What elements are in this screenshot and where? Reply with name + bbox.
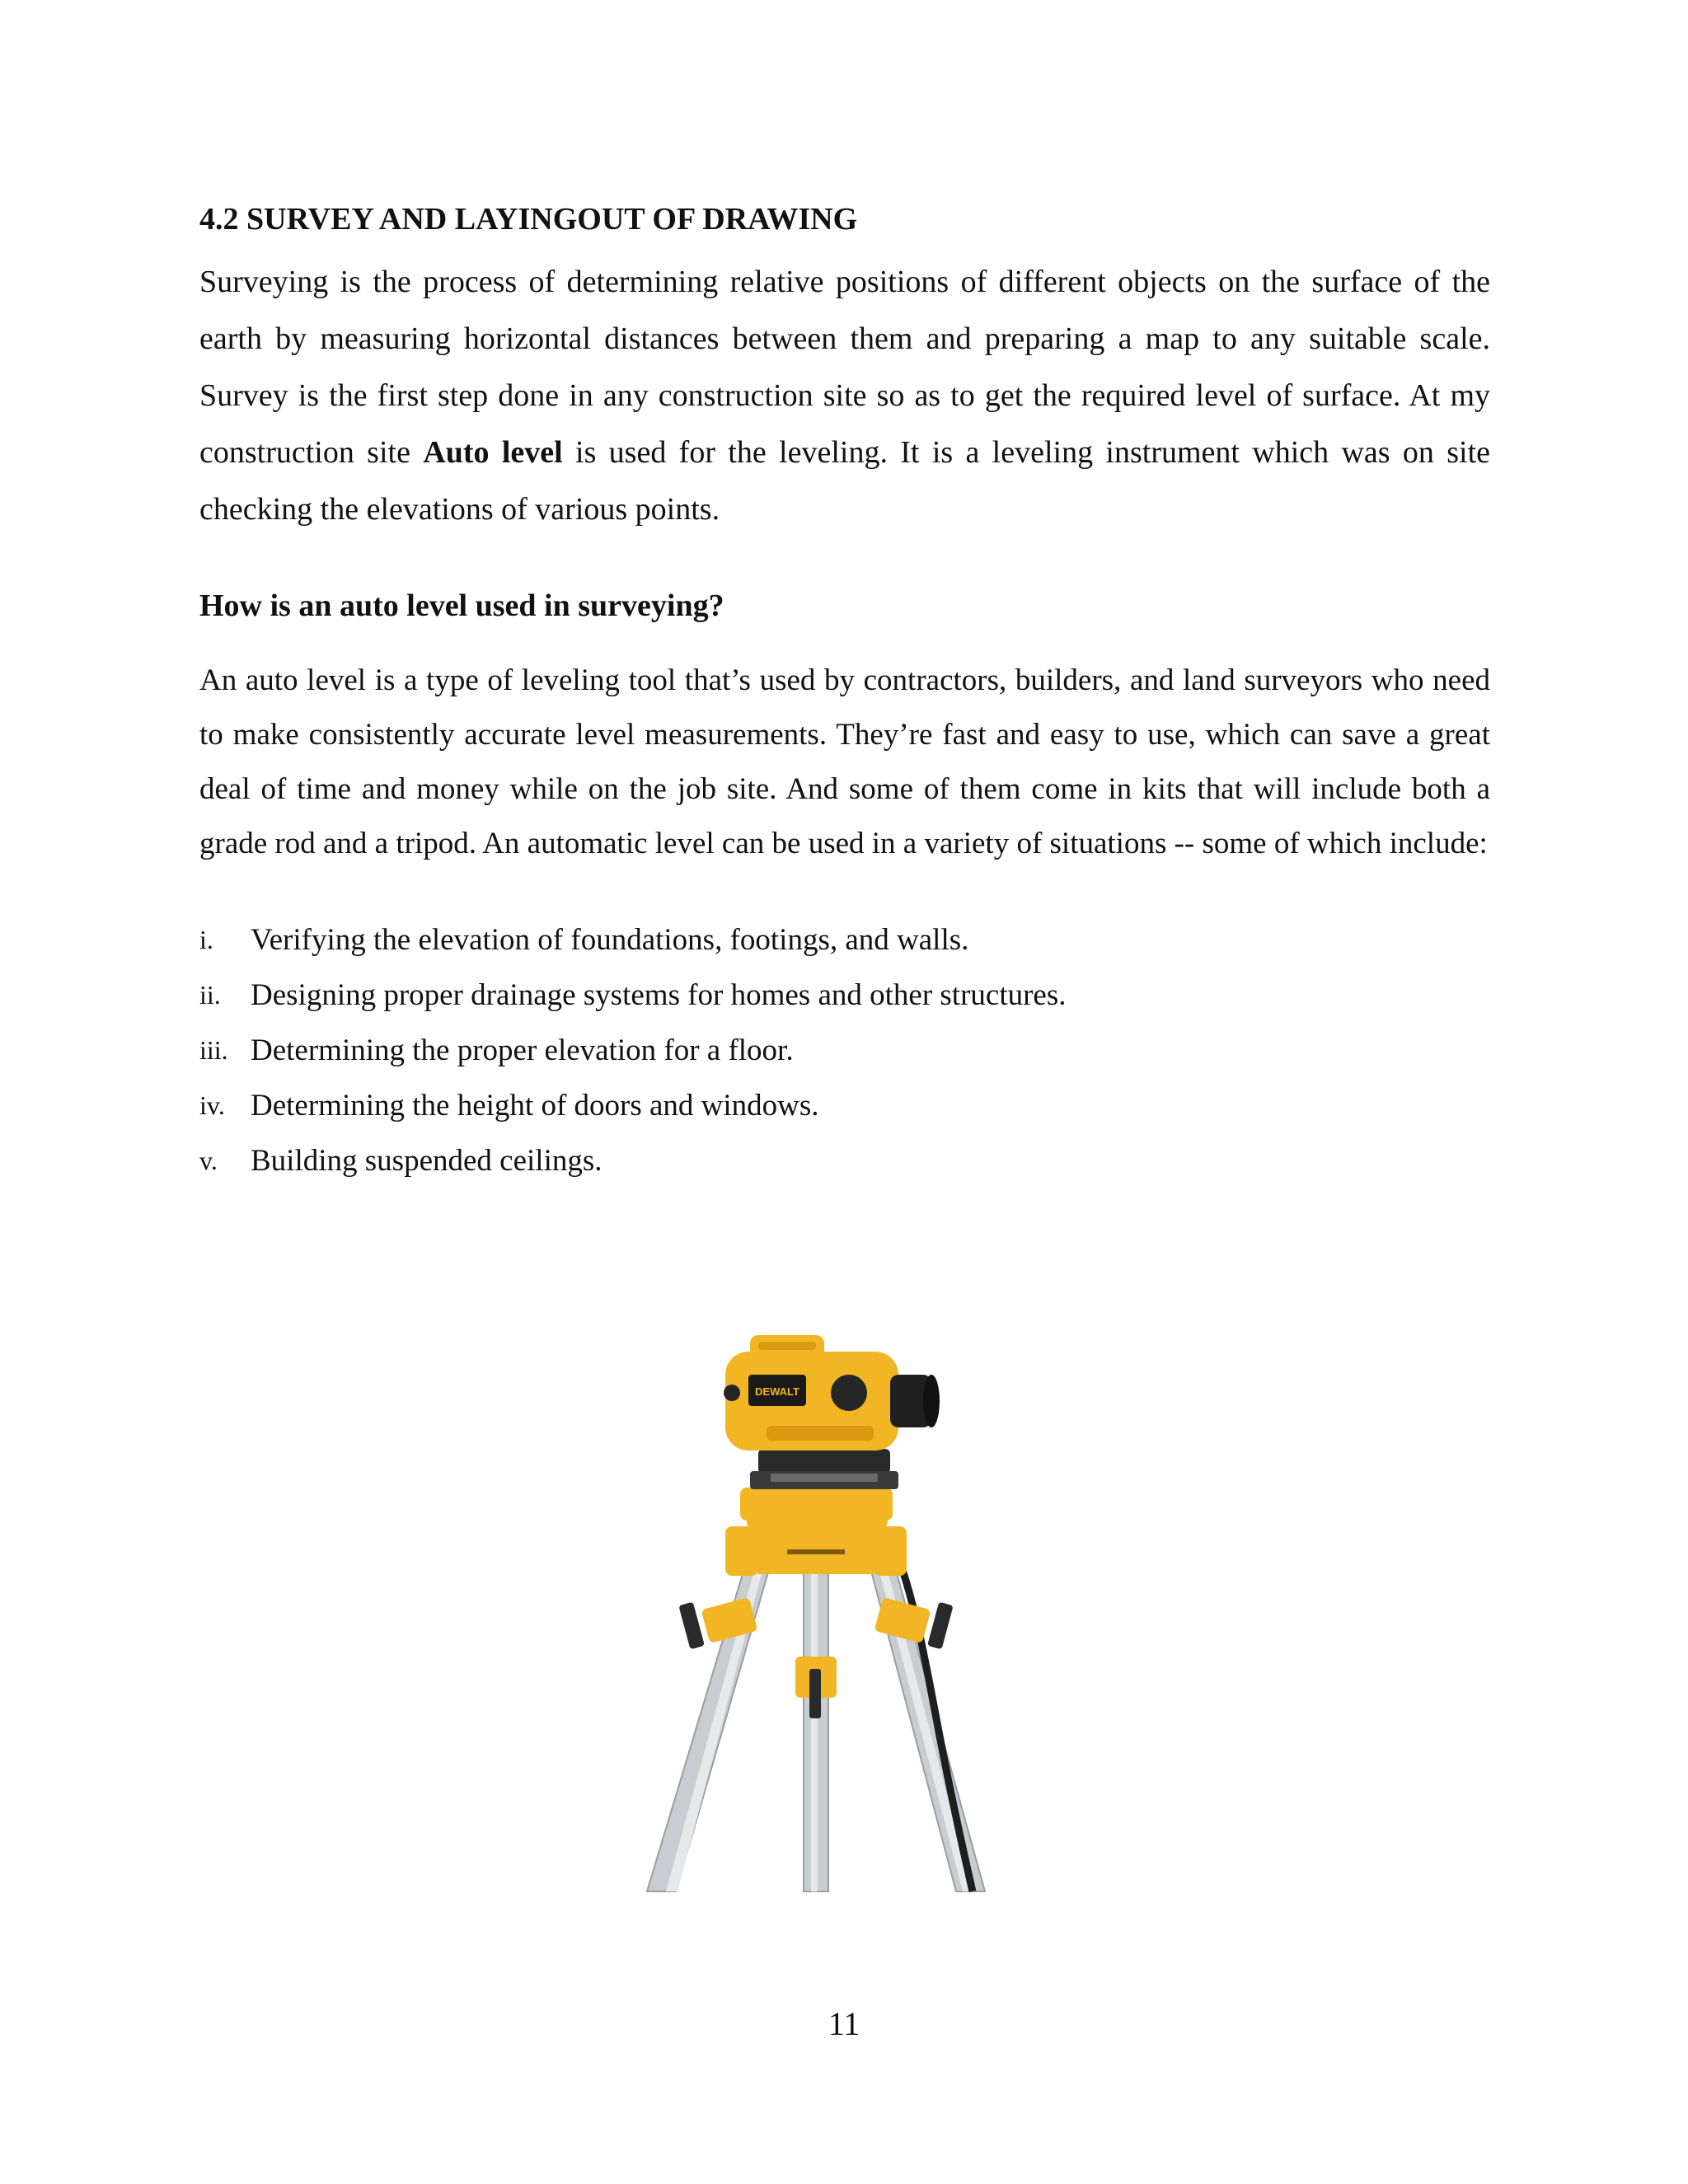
intro-paragraph: [199, 254, 1490, 538]
list-item: [199, 1023, 1490, 1078]
section-title: 4.2 SURVEY AND LAYINGOUT OF DRAWING: [199, 202, 858, 237]
list-item-text: Designing proper drainage systems for homes and other structures.: [251, 978, 1067, 1012]
list-item-text: Building suspended ceilings.: [251, 1144, 603, 1178]
list-item-number: v.: [199, 1146, 218, 1175]
list-item-number: ii.: [199, 980, 221, 1010]
list-item-text: Determining the proper elevation for a floor.: [251, 1033, 794, 1067]
subsection-paragraph: An auto level is a type of leveling tool that’s used by contractors, builders, and land surveyors who need to make consistently accurate level measurements. They’re fast and easy to use, which can save a great deal of time and money while on the job site. And some of them come in kits that will include both a grade rod and a tripod. An automatic level can be used in a variety of situations -- some of which include:: [199, 663, 1490, 860]
list-item: [199, 1133, 1490, 1188]
list-item-text: Verifying the elevation of foundations, footings, and walls.: [251, 923, 969, 957]
page-number: 11: [828, 2005, 860, 2042]
page-content: [199, 196, 1490, 1188]
subsection-heading: How is an auto level used in surveying?: [199, 588, 724, 623]
list-item: [199, 912, 1490, 968]
auto-level-tripod-image: [626, 1302, 1006, 1896]
level-base: [750, 1449, 898, 1489]
list-item-number: i.: [199, 925, 213, 954]
intro-text-1: Surveying is the process of determining relative positions of different objects on the surface of the earth by measuring horizontal distances between them and preparing a map to any suitable scale. Survey is the first step done in any construction site so as to get the required level of surface. At my construction site: [199, 265, 1490, 470]
intro-bold-term: Auto level: [423, 435, 563, 470]
brand-label: DEWALT: [755, 1385, 799, 1398]
uses-list: [199, 912, 1490, 1188]
list-item: [199, 1078, 1490, 1133]
intro-text-2: is used for the leveling. It is a leveling instrument which was on site checking the elevations of various points.: [199, 435, 1490, 527]
list-item-text: Determining the height of doors and windows.: [251, 1089, 819, 1122]
list-item: [199, 968, 1490, 1023]
list-item-number: iv.: [199, 1090, 225, 1120]
list-item-number: iii.: [199, 1035, 228, 1065]
tripod-head: [725, 1488, 907, 1576]
auto-level-instrument: [724, 1335, 940, 1451]
